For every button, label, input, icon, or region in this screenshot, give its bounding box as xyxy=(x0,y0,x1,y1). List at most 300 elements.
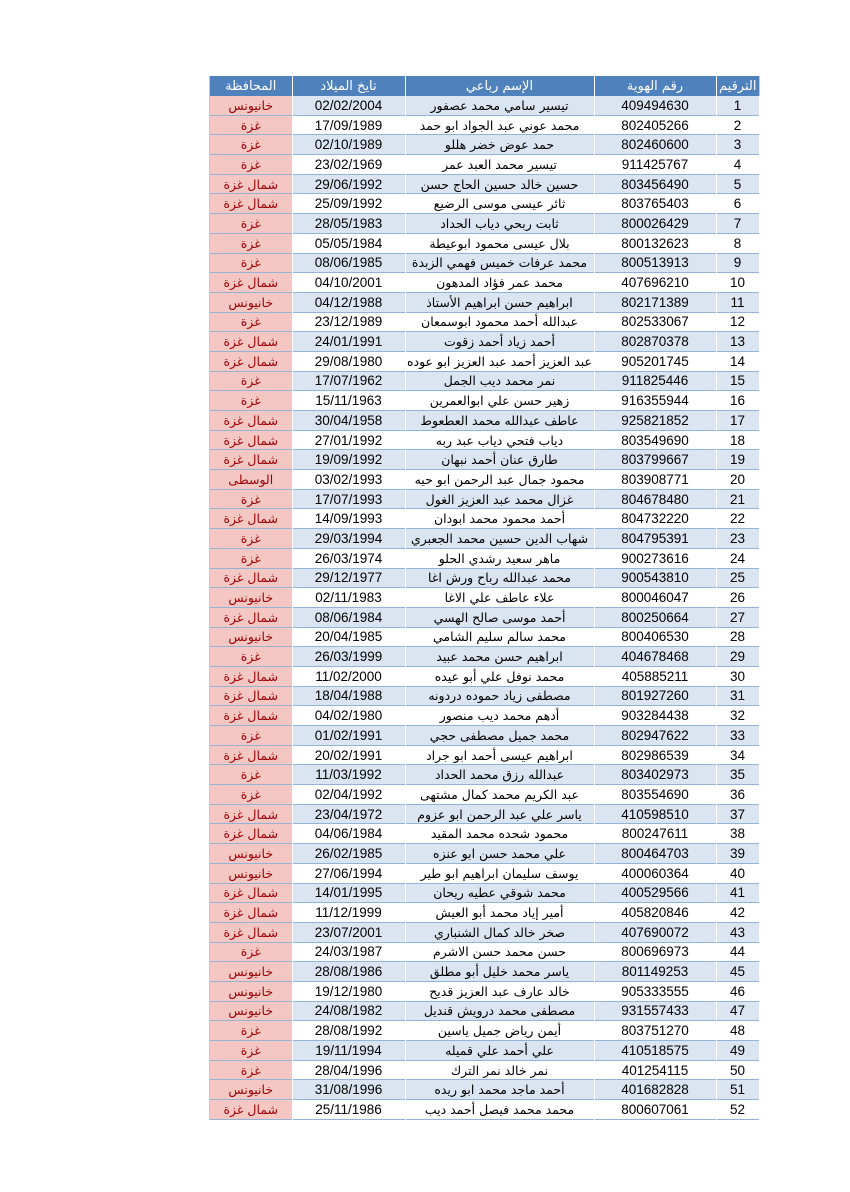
id-number-cell: 802870378 xyxy=(594,332,716,352)
birth-date-cell: 17/07/1962 xyxy=(292,371,405,391)
name-cell: عبدالله رزق محمد الحداد xyxy=(405,765,594,785)
name-cell: ثائر عيسى موسى الرضيع xyxy=(405,194,594,214)
governorate-cell: شمال غزة xyxy=(210,922,292,942)
birth-date-cell: 29/06/1992 xyxy=(292,174,405,194)
id-number-cell: 905201745 xyxy=(594,351,716,371)
governorate-cell: خانيونس xyxy=(210,96,292,115)
birth-date-cell: 03/02/1993 xyxy=(292,470,405,490)
birth-date-cell: 08/06/1985 xyxy=(292,253,405,273)
seq-cell: 20 xyxy=(716,470,759,490)
governorate-cell: شمال غزة xyxy=(210,745,292,765)
id-number-cell: 931557433 xyxy=(594,1001,716,1021)
name-cell: غزال محمد عبد العزيز الغول xyxy=(405,489,594,509)
table-row xyxy=(210,253,759,273)
seq-cell: 44 xyxy=(716,942,759,962)
table-row xyxy=(210,1001,759,1021)
name-cell: ثابت ربحي دياب الحداد xyxy=(405,214,594,234)
birth-date-cell: 02/10/1989 xyxy=(292,135,405,155)
table-row xyxy=(210,568,759,588)
name-cell: حمد عوض خضر هللو xyxy=(405,135,594,155)
table-row xyxy=(210,962,759,982)
seq-cell: 38 xyxy=(716,824,759,844)
seq-cell: 30 xyxy=(716,666,759,686)
governorate-cell: غزة xyxy=(210,647,292,667)
header-id-number: رقم الهوية xyxy=(594,76,716,96)
birth-date-cell: 11/12/1999 xyxy=(292,903,405,923)
name-cell: أحمد محمود محمد ابودان xyxy=(405,509,594,529)
seq-cell: 51 xyxy=(716,1080,759,1100)
birth-date-cell: 02/02/2004 xyxy=(292,96,405,115)
seq-cell: 1 xyxy=(716,96,759,115)
table-row xyxy=(210,332,759,352)
id-number-cell: 803456490 xyxy=(594,174,716,194)
governorate-cell: خانيونس xyxy=(210,1080,292,1100)
id-number-cell: 407690072 xyxy=(594,922,716,942)
table-row xyxy=(210,666,759,686)
name-cell: ياسر محمد خليل أبو مطلق xyxy=(405,962,594,982)
governorate-cell: شمال غزة xyxy=(210,174,292,194)
id-number-cell: 803402973 xyxy=(594,765,716,785)
id-number-cell: 804795391 xyxy=(594,529,716,549)
name-cell: محمد عرفات خميس فهمي الزبدة xyxy=(405,253,594,273)
seq-cell: 49 xyxy=(716,1041,759,1061)
header-seq: الترقيم xyxy=(716,76,759,96)
id-number-cell: 800607061 xyxy=(594,1100,716,1120)
table-row xyxy=(210,115,759,135)
id-number-cell: 401682828 xyxy=(594,1080,716,1100)
birth-date-cell: 25/09/1992 xyxy=(292,194,405,214)
id-number-cell: 802171389 xyxy=(594,292,716,312)
seq-cell: 17 xyxy=(716,411,759,431)
id-number-cell: 804732220 xyxy=(594,509,716,529)
governorate-cell: غزة xyxy=(210,391,292,411)
id-number-cell: 800132623 xyxy=(594,233,716,253)
governorate-cell: غزة xyxy=(210,726,292,746)
data-table-container xyxy=(209,76,760,1120)
name-cell: زهير حسن علي ابوالعمرين xyxy=(405,391,594,411)
id-number-cell: 802986539 xyxy=(594,745,716,765)
id-number-cell: 800247611 xyxy=(594,824,716,844)
name-cell: مصطفى زياد حموده دردونه xyxy=(405,686,594,706)
governorate-cell: شمال غزة xyxy=(210,411,292,431)
governorate-cell: غزة xyxy=(210,529,292,549)
governorate-cell: شمال غزة xyxy=(210,666,292,686)
birth-date-cell: 30/04/1958 xyxy=(292,411,405,431)
birth-date-cell: 04/10/2001 xyxy=(292,273,405,293)
seq-cell: 6 xyxy=(716,194,759,214)
id-number-cell: 802405266 xyxy=(594,115,716,135)
governorate-cell: شمال غزة xyxy=(210,568,292,588)
governorate-cell: شمال غزة xyxy=(210,706,292,726)
birth-date-cell: 02/04/1992 xyxy=(292,785,405,805)
table-row xyxy=(210,470,759,490)
seq-cell: 3 xyxy=(716,135,759,155)
birth-date-cell: 23/02/1969 xyxy=(292,155,405,175)
table-row xyxy=(210,745,759,765)
birth-date-cell: 28/04/1996 xyxy=(292,1060,405,1080)
table-row xyxy=(210,411,759,431)
id-number-cell: 802947622 xyxy=(594,726,716,746)
table-row xyxy=(210,824,759,844)
governorate-cell: شمال غزة xyxy=(210,450,292,470)
name-cell: محمد عمر فؤاد المدهون xyxy=(405,273,594,293)
seq-cell: 25 xyxy=(716,568,759,588)
seq-cell: 11 xyxy=(716,292,759,312)
table-row xyxy=(210,785,759,805)
seq-cell: 46 xyxy=(716,981,759,1001)
id-number-cell: 800464703 xyxy=(594,844,716,864)
governorate-cell: شمال غزة xyxy=(210,194,292,214)
name-cell: ابراهيم عيسى أحمد ابو جراد xyxy=(405,745,594,765)
seq-cell: 7 xyxy=(716,214,759,234)
seq-cell: 10 xyxy=(716,273,759,293)
name-cell: محمد سالم سليم الشامي xyxy=(405,627,594,647)
birth-date-cell: 20/04/1985 xyxy=(292,627,405,647)
governorate-cell: غزة xyxy=(210,1041,292,1061)
table-row xyxy=(210,1060,759,1080)
seq-cell: 14 xyxy=(716,351,759,371)
id-number-cell: 801927260 xyxy=(594,686,716,706)
id-number-cell: 800026429 xyxy=(594,214,716,234)
governorate-cell: شمال غزة xyxy=(210,686,292,706)
id-number-cell: 801149253 xyxy=(594,962,716,982)
governorate-cell: غزة xyxy=(210,371,292,391)
table-row xyxy=(210,922,759,942)
id-number-cell: 802460600 xyxy=(594,135,716,155)
name-cell: حسين خالد حسين الحاج حسن xyxy=(405,174,594,194)
birth-date-cell: 11/03/1992 xyxy=(292,765,405,785)
name-cell: شهاب الدين حسين محمد الجعبري xyxy=(405,529,594,549)
birth-date-cell: 29/12/1977 xyxy=(292,568,405,588)
name-cell: محمد عوني عبد الجواد ابو حمد xyxy=(405,115,594,135)
seq-cell: 29 xyxy=(716,647,759,667)
birth-date-cell: 04/12/1988 xyxy=(292,292,405,312)
table-row xyxy=(210,214,759,234)
name-cell: صخر خالد كمال الشنباري xyxy=(405,922,594,942)
name-cell: ابراهيم حسن ابراهيم الأستاذ xyxy=(405,292,594,312)
birth-date-cell: 05/05/1984 xyxy=(292,233,405,253)
table-row xyxy=(210,903,759,923)
table-header-row xyxy=(210,76,759,96)
birth-date-cell: 24/03/1987 xyxy=(292,942,405,962)
birth-date-cell: 18/04/1988 xyxy=(292,686,405,706)
birth-date-cell: 31/08/1996 xyxy=(292,1080,405,1100)
birth-date-cell: 11/02/2000 xyxy=(292,666,405,686)
table-row xyxy=(210,450,759,470)
governorate-cell: شمال غزة xyxy=(210,883,292,903)
id-number-cell: 410518575 xyxy=(594,1041,716,1061)
seq-cell: 37 xyxy=(716,804,759,824)
birth-date-cell: 26/03/1999 xyxy=(292,647,405,667)
governorate-cell: غزة xyxy=(210,785,292,805)
birth-date-cell: 19/12/1980 xyxy=(292,981,405,1001)
governorate-cell: غزة xyxy=(210,765,292,785)
governorate-cell: غزة xyxy=(210,214,292,234)
seq-cell: 47 xyxy=(716,1001,759,1021)
governorate-cell: شمال غزة xyxy=(210,332,292,352)
table-row xyxy=(210,1021,759,1041)
name-cell: يوسف سليمان ابراهيم ابو طير xyxy=(405,863,594,883)
governorate-cell: شمال غزة xyxy=(210,273,292,293)
seq-cell: 15 xyxy=(716,371,759,391)
governorate-cell: غزة xyxy=(210,253,292,273)
birth-date-cell: 08/06/1984 xyxy=(292,607,405,627)
birth-date-cell: 17/09/1989 xyxy=(292,115,405,135)
seq-cell: 19 xyxy=(716,450,759,470)
table-row xyxy=(210,351,759,371)
table-row xyxy=(210,588,759,608)
table-row xyxy=(210,844,759,864)
name-cell: محمد جميل مصطفى حجي xyxy=(405,726,594,746)
id-number-cell: 802533067 xyxy=(594,312,716,332)
birth-date-cell: 26/03/1974 xyxy=(292,548,405,568)
seq-cell: 35 xyxy=(716,765,759,785)
table-row xyxy=(210,1100,759,1120)
birth-date-cell: 14/09/1993 xyxy=(292,509,405,529)
seq-cell: 28 xyxy=(716,627,759,647)
name-cell: محمود جمال عبد الرحمن ابو حيه xyxy=(405,470,594,490)
birth-date-cell: 27/06/1994 xyxy=(292,863,405,883)
name-cell: محمد محمد فيصل أحمد ديب xyxy=(405,1100,594,1120)
table-row xyxy=(210,529,759,549)
birth-date-cell: 17/07/1993 xyxy=(292,489,405,509)
seq-cell: 12 xyxy=(716,312,759,332)
id-number-cell: 903284438 xyxy=(594,706,716,726)
name-cell: عبدالله أحمد محمود ابوسمعان xyxy=(405,312,594,332)
seq-cell: 31 xyxy=(716,686,759,706)
name-cell: أحمد ماجد محمد ابو ريده xyxy=(405,1080,594,1100)
table-row xyxy=(210,804,759,824)
governorate-cell: خانيونس xyxy=(210,1001,292,1021)
name-cell: تيسير سامي محمد عصفور xyxy=(405,96,594,115)
table-row xyxy=(210,233,759,253)
header-birth-date: تايخ الميلاد xyxy=(292,76,405,96)
seq-cell: 5 xyxy=(716,174,759,194)
table-row xyxy=(210,312,759,332)
seq-cell: 18 xyxy=(716,430,759,450)
table-row xyxy=(210,627,759,647)
birth-date-cell: 23/12/1989 xyxy=(292,312,405,332)
header-name: الإسم رباعي xyxy=(405,76,594,96)
name-cell: عبد العزيز أحمد عبد العزيز ابو عوده xyxy=(405,351,594,371)
governorate-cell: غزة xyxy=(210,135,292,155)
birth-date-cell: 04/02/1980 xyxy=(292,706,405,726)
id-number-cell: 911425767 xyxy=(594,155,716,175)
governorate-cell: غزة xyxy=(210,155,292,175)
governorate-cell: شمال غزة xyxy=(210,903,292,923)
governorate-cell: غزة xyxy=(210,1060,292,1080)
table-row xyxy=(210,726,759,746)
name-cell: مصطفى محمد درويش قنديل xyxy=(405,1001,594,1021)
table-row xyxy=(210,1080,759,1100)
governorate-cell: خانيونس xyxy=(210,962,292,982)
id-number-cell: 405820846 xyxy=(594,903,716,923)
header-governorate: المحافظة xyxy=(210,76,292,96)
name-cell: بلال عيسى محمود ابوعيطة xyxy=(405,233,594,253)
table-row xyxy=(210,194,759,214)
birth-date-cell: 19/09/1992 xyxy=(292,450,405,470)
table-row xyxy=(210,765,759,785)
table-row xyxy=(210,548,759,568)
table-row xyxy=(210,174,759,194)
id-number-cell: 803549690 xyxy=(594,430,716,450)
id-number-cell: 900273616 xyxy=(594,548,716,568)
table-row xyxy=(210,135,759,155)
birth-date-cell: 29/08/1980 xyxy=(292,351,405,371)
table-row xyxy=(210,292,759,312)
birth-date-cell: 15/11/1963 xyxy=(292,391,405,411)
seq-cell: 34 xyxy=(716,745,759,765)
table-row xyxy=(210,273,759,293)
governorate-cell: خانيونس xyxy=(210,627,292,647)
name-cell: ماهر سعيد رشدي الحلو xyxy=(405,548,594,568)
name-cell: عبد الكريم محمد كمال مشتهى xyxy=(405,785,594,805)
seq-cell: 40 xyxy=(716,863,759,883)
seq-cell: 33 xyxy=(716,726,759,746)
governorate-cell: شمال غزة xyxy=(210,351,292,371)
governorate-cell: خانيونس xyxy=(210,292,292,312)
governorate-cell: خانيونس xyxy=(210,844,292,864)
seq-cell: 13 xyxy=(716,332,759,352)
seq-cell: 4 xyxy=(716,155,759,175)
governorate-cell: غزة xyxy=(210,1021,292,1041)
birth-date-cell: 28/05/1983 xyxy=(292,214,405,234)
seq-cell: 26 xyxy=(716,588,759,608)
id-number-cell: 803765403 xyxy=(594,194,716,214)
seq-cell: 16 xyxy=(716,391,759,411)
governorate-cell: شمال غزة xyxy=(210,1100,292,1120)
birth-date-cell: 25/11/1986 xyxy=(292,1100,405,1120)
seq-cell: 42 xyxy=(716,903,759,923)
table-row xyxy=(210,981,759,1001)
birth-date-cell: 23/04/1972 xyxy=(292,804,405,824)
seq-cell: 22 xyxy=(716,509,759,529)
birth-date-cell: 24/01/1991 xyxy=(292,332,405,352)
birth-date-cell: 28/08/1986 xyxy=(292,962,405,982)
governorate-cell: الوسطى xyxy=(210,470,292,490)
id-number-cell: 405885211 xyxy=(594,666,716,686)
governorate-cell: غزة xyxy=(210,942,292,962)
governorate-cell: غزة xyxy=(210,115,292,135)
birth-date-cell: 28/08/1992 xyxy=(292,1021,405,1041)
birth-date-cell: 23/07/2001 xyxy=(292,922,405,942)
table-row xyxy=(210,430,759,450)
name-cell: طارق عنان أحمد نبهان xyxy=(405,450,594,470)
table-row xyxy=(210,863,759,883)
name-cell: علي محمد حسن ابو عنزه xyxy=(405,844,594,864)
id-number-cell: 404678468 xyxy=(594,647,716,667)
birth-date-cell: 20/02/1991 xyxy=(292,745,405,765)
id-number-cell: 800513913 xyxy=(594,253,716,273)
name-cell: علاء عاطف علي الاغا xyxy=(405,588,594,608)
id-number-cell: 900543810 xyxy=(594,568,716,588)
id-number-cell: 800696973 xyxy=(594,942,716,962)
name-cell: نمر خالد نمر الترك xyxy=(405,1060,594,1080)
id-number-cell: 401254115 xyxy=(594,1060,716,1080)
table-row xyxy=(210,509,759,529)
table-row xyxy=(210,1041,759,1061)
seq-cell: 9 xyxy=(716,253,759,273)
id-number-cell: 407696210 xyxy=(594,273,716,293)
seq-cell: 32 xyxy=(716,706,759,726)
name-cell: محمود شحده محمد المقيد xyxy=(405,824,594,844)
governorate-cell: شمال غزة xyxy=(210,509,292,529)
name-cell: عاطف عبدالله محمد العطعوط xyxy=(405,411,594,431)
birth-date-cell: 01/02/1991 xyxy=(292,726,405,746)
id-number-cell: 905333555 xyxy=(594,981,716,1001)
id-number-cell: 925821852 xyxy=(594,411,716,431)
table-row xyxy=(210,883,759,903)
seq-cell: 43 xyxy=(716,922,759,942)
table-row xyxy=(210,706,759,726)
governorate-cell: شمال غزة xyxy=(210,804,292,824)
name-cell: دياب فتحي دياب عبد ربه xyxy=(405,430,594,450)
name-cell: أحمد موسى صالح الهسي xyxy=(405,607,594,627)
table-row xyxy=(210,155,759,175)
id-number-cell: 409494630 xyxy=(594,96,716,115)
id-number-cell: 800406530 xyxy=(594,627,716,647)
name-cell: حسن محمد حسن الاشرم xyxy=(405,942,594,962)
table-row xyxy=(210,647,759,667)
table-row xyxy=(210,607,759,627)
seq-cell: 48 xyxy=(716,1021,759,1041)
name-cell: أيمن رياض جميل ياسين xyxy=(405,1021,594,1041)
table-row xyxy=(210,96,759,115)
name-cell: ابراهيم حسن محمد عبيد xyxy=(405,647,594,667)
birth-date-cell: 29/03/1994 xyxy=(292,529,405,549)
birth-date-cell: 14/01/1995 xyxy=(292,883,405,903)
id-number-cell: 804678480 xyxy=(594,489,716,509)
seq-cell: 27 xyxy=(716,607,759,627)
seq-cell: 23 xyxy=(716,529,759,549)
name-cell: أحمد زياد أحمد زقوت xyxy=(405,332,594,352)
birth-date-cell: 27/01/1992 xyxy=(292,430,405,450)
name-cell: أدهم محمد ديب منصور xyxy=(405,706,594,726)
id-number-cell: 803554690 xyxy=(594,785,716,805)
table-row xyxy=(210,686,759,706)
id-number-cell: 916355944 xyxy=(594,391,716,411)
seq-cell: 21 xyxy=(716,489,759,509)
table-row xyxy=(210,391,759,411)
governorate-cell: شمال غزة xyxy=(210,824,292,844)
table-row xyxy=(210,489,759,509)
name-cell: خالد عارف عبد العزيز قديح xyxy=(405,981,594,1001)
governorate-cell: غزة xyxy=(210,233,292,253)
name-cell: نمر محمد ديب الجمل xyxy=(405,371,594,391)
birth-date-cell: 24/08/1982 xyxy=(292,1001,405,1021)
table-row xyxy=(210,371,759,391)
seq-cell: 24 xyxy=(716,548,759,568)
seq-cell: 39 xyxy=(716,844,759,864)
id-number-cell: 911825446 xyxy=(594,371,716,391)
id-number-cell: 400529566 xyxy=(594,883,716,903)
seq-cell: 50 xyxy=(716,1060,759,1080)
governorate-cell: خانيونس xyxy=(210,981,292,1001)
id-number-cell: 803799667 xyxy=(594,450,716,470)
seq-cell: 52 xyxy=(716,1100,759,1120)
governorate-cell: شمال غزة xyxy=(210,430,292,450)
seq-cell: 45 xyxy=(716,962,759,982)
name-cell: تيسير محمد العبد عمر xyxy=(405,155,594,175)
id-number-cell: 410598510 xyxy=(594,804,716,824)
name-cell: علي أحمد علي قميله xyxy=(405,1041,594,1061)
id-number-cell: 803751270 xyxy=(594,1021,716,1041)
governorate-cell: غزة xyxy=(210,312,292,332)
name-cell: محمد عبدالله رباح ورش اغا xyxy=(405,568,594,588)
governorate-cell: خانيونس xyxy=(210,863,292,883)
name-cell: محمد نوفل علي أبو عيده xyxy=(405,666,594,686)
governorate-cell: غزة xyxy=(210,489,292,509)
